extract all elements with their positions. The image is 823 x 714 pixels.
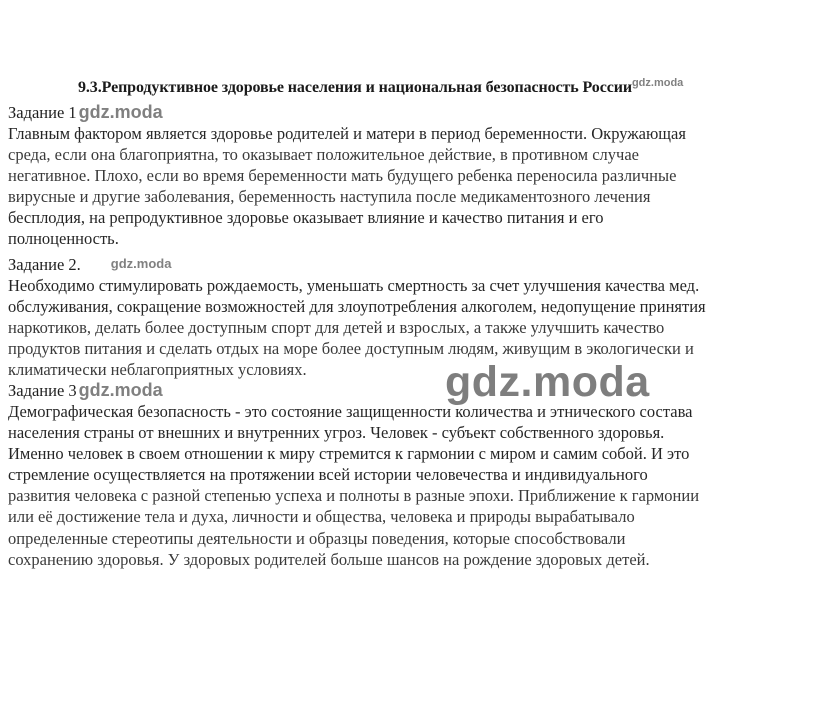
task-3-section xyxy=(8,380,808,570)
task-2-line: климатически неблагоприятных условиях. xyxy=(8,360,307,380)
task-1-line: вирусные и другие заболевания, беременность наступила после медикаментозного лечения xyxy=(8,187,651,207)
task-3-line: или её достижение тела и духа, личности и общества, человека и природы вырабатывало xyxy=(8,507,635,527)
watermark-task-1: gdz.moda xyxy=(78,102,163,122)
task-1-line: среда, если она благоприятна, то оказывает положительное действие, в противном случае xyxy=(8,145,639,165)
task-2-line: обслуживания, сокращение возможностей для злоупотребления алкоголем, недопущение принятия xyxy=(8,297,706,317)
task-1-line: Главным фактором является здоровье родителей и матери в период беременности. Окружающая xyxy=(8,124,686,143)
task-2-label xyxy=(8,254,808,275)
task-2-line: Необходимо стимулировать рождаемость, уменьшать смертность за счет улучшения качества мед. xyxy=(8,276,700,295)
task-3-line: развития человека с разной степенью успеха и полноты в разные эпохи. Приближение к гармонии xyxy=(8,486,700,506)
task-1-line: полноценность. xyxy=(8,229,119,249)
task-1-label-text: Задание 1 xyxy=(8,103,77,122)
watermark-large: gdz.moda xyxy=(445,358,650,406)
task-3-line: Демографическая безопасность - это состояние защищенности количества и этнического состава xyxy=(8,402,693,421)
task-3-line: стремление осуществляется на протяжении всей истории человечества и индивидуального xyxy=(8,465,648,485)
task-3-label-text: Задание 3 xyxy=(8,381,77,400)
task-3-label xyxy=(8,380,808,401)
task-1-label xyxy=(8,102,808,123)
watermark-task-3: gdz.moda xyxy=(78,380,163,400)
task-3-line: сохранению здоровья. У здоровых родителей больше шансов на рождение здоровых детей. xyxy=(8,549,650,569)
task-2-line: наркотиков, делать более доступным спорт для детей и взрослых, а также улучшить качество xyxy=(8,318,665,338)
task-3-line: населения страны от внешних и внутренних угроз. Человек - субъект собственного здоровья. xyxy=(8,423,665,443)
task-2-section xyxy=(8,254,808,380)
task-3-line: Именно человек в своем отношении к миру стремится к гармонии с миром и самим собой. И это xyxy=(8,444,690,464)
task-2-line: продуктов питания и сделать отдых на море более доступным людям, живущим в экологически и xyxy=(8,339,694,359)
task-2-label-text: Задание 2. xyxy=(8,255,81,274)
watermark-title: gdz.moda xyxy=(631,77,684,89)
watermark-task-2: gdz.moda xyxy=(110,256,172,271)
page-title: 9.3.Репродуктивное здоровье населения и национальная безопасность России xyxy=(78,79,632,96)
task-3-line: определенные стереотипы деятельности и образцы поведения, которые способствовали xyxy=(8,528,626,548)
task-1-line: негативное. Плохо, если во время беременности мать будущего ребенка переносила различные xyxy=(8,166,677,186)
title-line xyxy=(78,79,683,97)
task-1-line: бесплодия, на репродуктивное здоровье оказывает влияние и качество питания и его xyxy=(8,208,604,228)
task-1-section xyxy=(8,102,808,250)
